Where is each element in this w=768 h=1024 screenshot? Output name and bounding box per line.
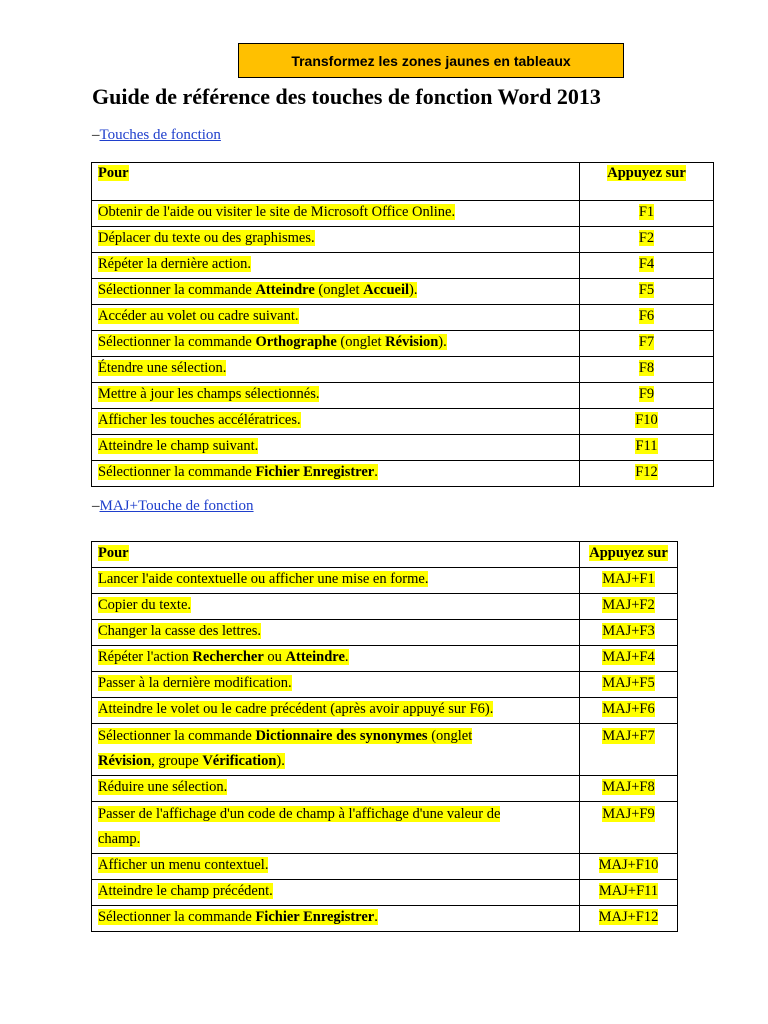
action-cell <box>92 620 580 646</box>
action-text: Obtenir de l'aide ou visiter le site de Microsoft Office Online. <box>98 204 456 220</box>
table-row <box>92 357 714 383</box>
table-header-row <box>92 542 678 568</box>
section-heading-shift-function-keys <box>92 498 254 515</box>
action-text: Copier du texte. <box>98 597 192 613</box>
key-cell <box>580 594 678 620</box>
key-cell <box>580 331 714 357</box>
table-row <box>92 331 714 357</box>
key-cell <box>580 776 678 802</box>
table-row <box>92 594 678 620</box>
key-label: MAJ+F1 <box>602 571 655 587</box>
table-row <box>92 646 678 672</box>
action-text: . <box>374 464 378 480</box>
key-label: F12 <box>635 464 658 480</box>
action-cell <box>92 724 580 776</box>
action-command-name: Révision <box>385 334 439 350</box>
banner-text: Transformez les zones jaunes en tableaux <box>291 52 571 69</box>
key-label: MAJ+F10 <box>598 857 659 873</box>
table-row <box>92 409 714 435</box>
instruction-banner <box>238 43 624 78</box>
key-cell <box>580 461 714 487</box>
action-command-name: Fichier Enregistrer <box>255 909 375 925</box>
table-header-row <box>92 163 714 201</box>
section-heading-function-keys <box>92 127 221 144</box>
action-text: . <box>344 649 349 665</box>
key-label: MAJ+F8 <box>602 779 655 795</box>
action-text: champ. <box>98 831 141 847</box>
action-cell <box>92 201 580 227</box>
action-text: Atteindre le volet ou le cadre précédent (après avoir appuyé sur F6). <box>98 701 494 717</box>
table-row <box>92 279 714 305</box>
table-row <box>92 802 678 854</box>
table-row <box>92 227 714 253</box>
function-keys-table <box>91 162 714 487</box>
action-text: . <box>374 909 378 925</box>
action-text: Atteindre le champ précédent. <box>98 883 273 899</box>
table-row <box>92 461 714 487</box>
key-cell <box>580 279 714 305</box>
table-row <box>92 724 678 776</box>
action-command-name: Dictionnaire des synonymes <box>255 728 428 744</box>
action-cell <box>92 854 580 880</box>
action-text: Sélectionner la commande <box>98 334 256 350</box>
action-cell <box>92 305 580 331</box>
action-cell <box>92 568 580 594</box>
action-text: ou <box>263 649 286 665</box>
page-title: Guide de référence des touches de fonction Word 2013 <box>92 84 601 109</box>
key-label: MAJ+F3 <box>602 623 655 639</box>
action-text: ). <box>438 334 447 350</box>
key-cell <box>580 305 714 331</box>
key-label: F5 <box>638 282 655 298</box>
link-shift-function-keys[interactable]: MAJ+Touche de fonction <box>99 498 254 514</box>
key-cell <box>580 253 714 279</box>
table-row <box>92 253 714 279</box>
action-text: Sélectionner la commande <box>98 464 256 480</box>
action-command-name: Rechercher <box>192 649 264 665</box>
action-text: Sélectionner la commande <box>98 282 256 298</box>
action-text: Atteindre le champ suivant. <box>98 438 259 454</box>
action-text: ). <box>276 753 285 769</box>
section-dash: – <box>92 498 100 514</box>
action-text: Étendre une sélection. <box>98 360 227 376</box>
key-cell <box>580 435 714 461</box>
table-row <box>92 435 714 461</box>
table-row <box>92 383 714 409</box>
header-label-action: Pour <box>98 545 129 561</box>
key-label: F2 <box>638 230 655 246</box>
action-command-name: Atteindre <box>255 282 315 298</box>
key-cell <box>580 880 678 906</box>
action-cell <box>92 594 580 620</box>
key-label: MAJ+F6 <box>602 701 655 717</box>
table-row <box>92 776 678 802</box>
key-cell <box>580 802 678 854</box>
action-cell <box>92 253 580 279</box>
link-function-keys[interactable]: Touches de fonction <box>99 127 221 143</box>
action-text: (onglet <box>314 282 364 298</box>
key-label: MAJ+F5 <box>602 675 655 691</box>
key-cell <box>580 620 678 646</box>
section-dash: – <box>92 127 100 143</box>
table-row <box>92 698 678 724</box>
key-cell <box>580 698 678 724</box>
table-row <box>92 201 714 227</box>
table-row <box>92 906 678 932</box>
action-cell <box>92 698 580 724</box>
action-cell <box>92 776 580 802</box>
key-label: F1 <box>638 204 655 220</box>
action-text: Sélectionner la commande <box>98 909 256 925</box>
action-text: Répéter la dernière action. <box>98 256 251 272</box>
key-label: F7 <box>638 334 655 350</box>
action-command-name: Atteindre <box>285 649 345 665</box>
action-text: Afficher les touches accélératrices. <box>98 412 301 428</box>
key-cell <box>580 227 714 253</box>
key-label: F10 <box>635 412 658 428</box>
action-text: Répéter l'action <box>98 649 193 665</box>
action-cell <box>92 227 580 253</box>
action-command-name: Orthographe <box>255 334 337 350</box>
key-label: F11 <box>635 438 658 454</box>
header-cell-key <box>580 163 714 201</box>
action-text: Sélectionner la commande <box>98 728 256 744</box>
table-row <box>92 880 678 906</box>
action-cell <box>92 906 580 932</box>
key-label: F4 <box>638 256 655 272</box>
action-text: (onglet <box>427 728 473 744</box>
header-label-action: Pour <box>98 165 129 181</box>
key-label: MAJ+F2 <box>602 597 655 613</box>
key-label: MAJ+F12 <box>598 909 659 925</box>
key-cell <box>580 357 714 383</box>
action-text: Déplacer du texte ou des graphismes. <box>98 230 315 246</box>
header-cell-action <box>92 163 580 201</box>
action-cell <box>92 672 580 698</box>
action-cell <box>92 802 580 854</box>
header-cell-action <box>92 542 580 568</box>
key-cell <box>580 568 678 594</box>
action-cell <box>92 646 580 672</box>
key-cell <box>580 201 714 227</box>
key-label: MAJ+F11 <box>598 883 659 899</box>
action-cell <box>92 383 580 409</box>
action-cell <box>92 357 580 383</box>
action-text: Mettre à jour les champs sélectionnés. <box>98 386 320 402</box>
key-label: MAJ+F7 <box>602 728 655 744</box>
key-label: MAJ+F4 <box>602 649 655 665</box>
action-cell <box>92 461 580 487</box>
table-row <box>92 620 678 646</box>
action-text: (onglet <box>336 334 386 350</box>
key-cell <box>580 854 678 880</box>
action-cell <box>92 880 580 906</box>
action-text: Changer la casse des lettres. <box>98 623 262 639</box>
shift-function-keys-table <box>91 541 678 932</box>
action-cell <box>92 409 580 435</box>
action-text: Passer à la dernière modification. <box>98 675 292 691</box>
header-label-key: Appuyez sur <box>589 545 668 561</box>
header-label-key: Appuyez sur <box>607 165 686 181</box>
action-cell <box>92 279 580 305</box>
key-cell <box>580 409 714 435</box>
table-row <box>92 672 678 698</box>
table-row <box>92 305 714 331</box>
action-text: , groupe <box>151 753 203 769</box>
key-label: F6 <box>638 308 655 324</box>
action-command-name: Vérification <box>202 753 277 769</box>
key-label: MAJ+F9 <box>602 806 655 822</box>
action-text: Accéder au volet ou cadre suivant. <box>98 308 299 324</box>
key-cell <box>580 672 678 698</box>
action-text: ). <box>409 282 418 298</box>
key-label: F9 <box>638 386 655 402</box>
action-text: Passer de l'affichage d'un code de champ à l'affichage d'une valeur de <box>98 806 501 822</box>
key-cell <box>580 383 714 409</box>
action-text: Réduire une sélection. <box>98 779 228 795</box>
action-cell <box>92 435 580 461</box>
action-text: Lancer l'aide contextuelle ou afficher une mise en forme. <box>98 571 429 587</box>
key-label: F8 <box>638 360 655 376</box>
key-cell <box>580 724 678 776</box>
table-row <box>92 568 678 594</box>
action-cell <box>92 331 580 357</box>
action-command-name: Fichier Enregistrer <box>255 464 375 480</box>
action-text: Afficher un menu contextuel. <box>98 857 269 873</box>
key-cell <box>580 646 678 672</box>
action-command-name: Révision <box>98 753 152 769</box>
header-cell-key <box>580 542 678 568</box>
table-row <box>92 854 678 880</box>
key-cell <box>580 906 678 932</box>
action-command-name: Accueil <box>363 282 410 298</box>
